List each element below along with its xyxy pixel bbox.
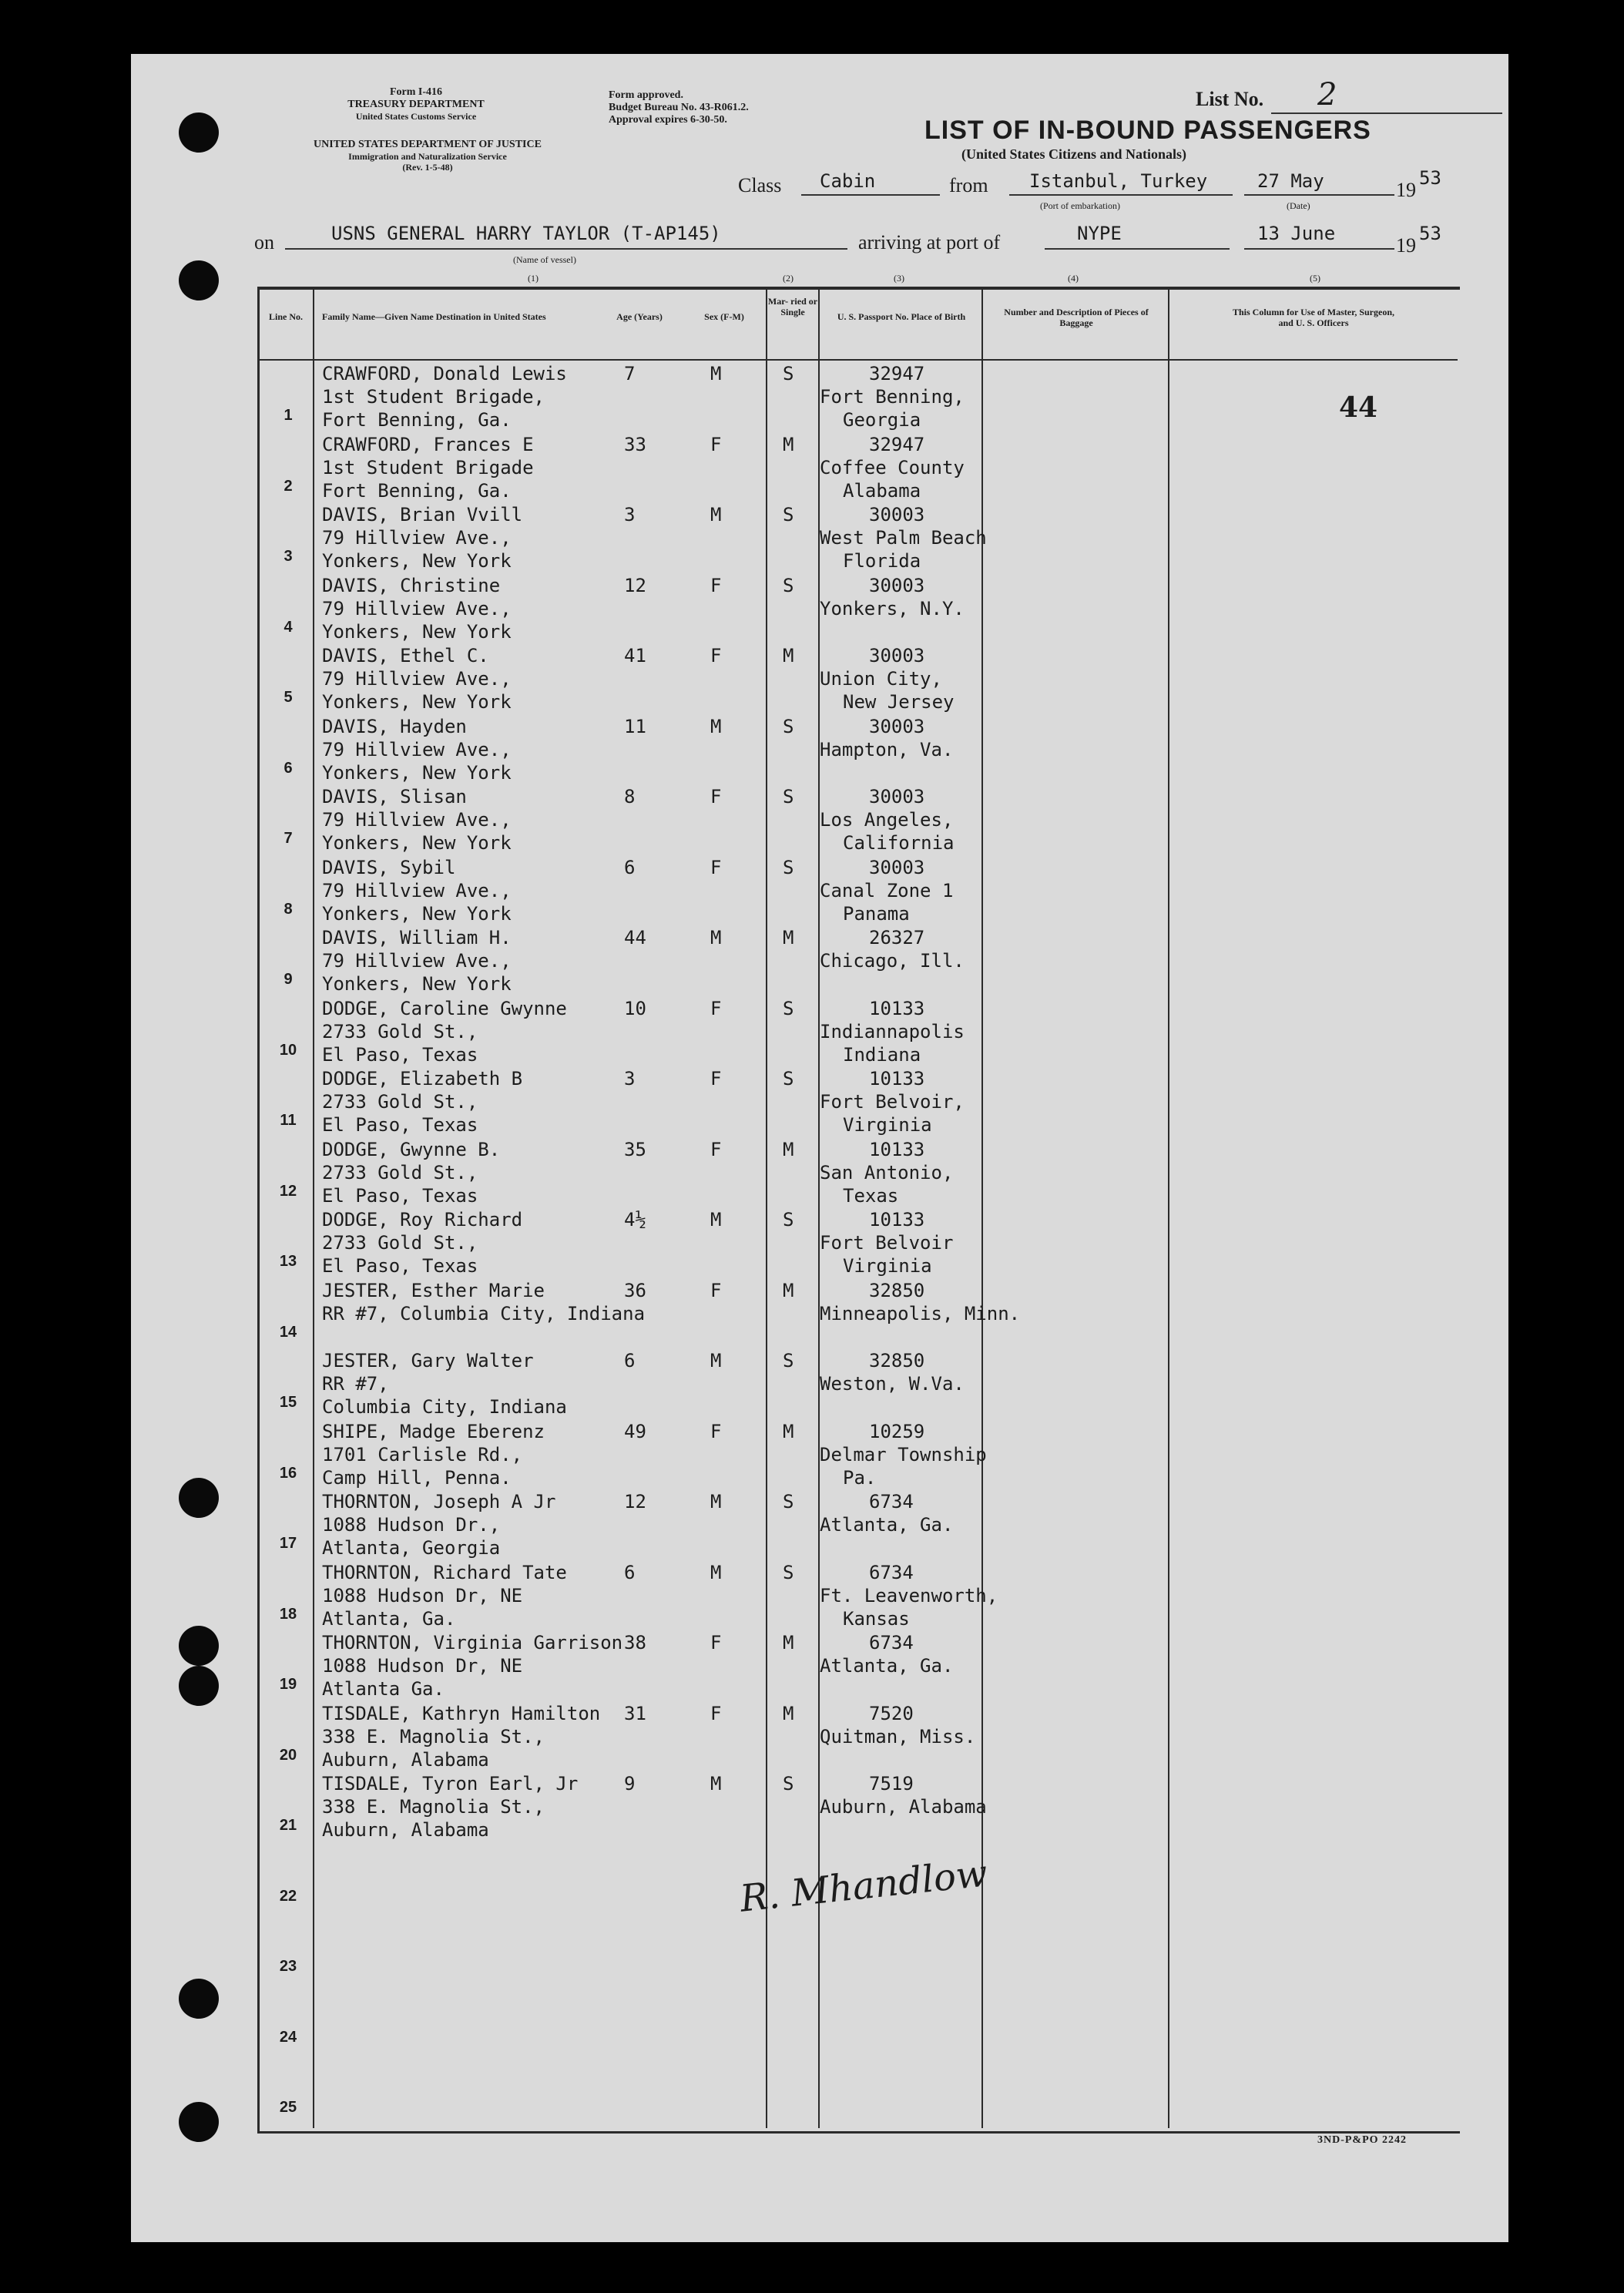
vessel-caption: (Name of vessel) xyxy=(513,254,576,265)
vessel-name: USNS GENERAL HARRY TAYLOR (T-AP145) xyxy=(331,223,721,244)
destination-line: Atlanta, Ga. xyxy=(322,1607,456,1630)
approval-line: Form approved. xyxy=(609,89,683,101)
sex: F xyxy=(710,574,722,596)
dept-justice-sub: Immigration and Naturalization Service xyxy=(348,151,507,162)
list-no-value: 2 xyxy=(1317,77,1337,112)
passport-number: 10133 xyxy=(869,997,925,1019)
line-number: 19 xyxy=(279,1676,297,1693)
marital-status: S xyxy=(783,1561,794,1583)
passenger-name: DAVIS, Brian Vvill xyxy=(322,504,523,525)
birthplace-line: Hampton, Va. xyxy=(820,738,954,760)
form-header-justice xyxy=(254,139,601,173)
birthplace-line: Coffee County xyxy=(820,456,965,478)
passenger-name: DODGE, Elizabeth B xyxy=(322,1068,523,1089)
sex: M xyxy=(710,715,722,737)
table-header-rule xyxy=(257,359,1458,361)
age: 11 xyxy=(624,715,646,737)
passport-number: 32947 xyxy=(869,363,925,384)
passport-number: 10259 xyxy=(869,1420,925,1442)
destination-line: 2733 Gold St., xyxy=(322,1091,478,1113)
age: 3 xyxy=(624,1068,636,1089)
sex: F xyxy=(710,786,722,807)
form-header-left xyxy=(316,86,516,122)
marital-status: M xyxy=(783,433,794,455)
line-number: 17 xyxy=(279,1535,297,1552)
date-caption: (Date) xyxy=(1287,200,1310,211)
marital-status: S xyxy=(783,504,794,525)
line-number: 25 xyxy=(279,2099,297,2116)
binder-hole xyxy=(179,1478,219,1518)
col-num: (4) xyxy=(1068,273,1079,284)
marital-status: S xyxy=(783,1068,794,1089)
form-number: Form I-416 xyxy=(389,86,443,98)
passenger-name: THORNTON, Joseph A Jr xyxy=(322,1491,556,1512)
officer-note: 44 xyxy=(1339,391,1378,424)
passenger-name: JESTER, Esther Marie xyxy=(322,1279,545,1301)
passport-number: 10133 xyxy=(869,1138,925,1160)
line-number: 23 xyxy=(279,1958,297,1975)
line-number: 8 xyxy=(284,900,293,918)
destination-line: El Paso, Texas xyxy=(322,1184,478,1207)
destination-line: 79 Hillview Ave., xyxy=(322,597,512,619)
birthplace-line: Panama xyxy=(843,902,910,925)
birthplace-line: Canal Zone 1 xyxy=(820,879,954,901)
passport-number: 30003 xyxy=(869,786,925,807)
birthplace-line: Chicago, Ill. xyxy=(820,950,965,972)
sex: M xyxy=(710,1773,722,1794)
birthplace-line: Kansas xyxy=(843,1607,910,1630)
age: 44 xyxy=(624,927,646,948)
passenger-name: SHIPE, Madge Eberenz xyxy=(322,1420,545,1442)
birthplace-line: Union City, xyxy=(820,668,942,690)
passenger-name: CRAWFORD, Frances E xyxy=(322,433,534,455)
marital-status: M xyxy=(783,927,794,948)
line-number: 5 xyxy=(284,689,293,706)
passenger-name: DAVIS, Slisan xyxy=(322,786,467,807)
sex: M xyxy=(710,1491,722,1512)
arrival-date: 13 June xyxy=(1257,223,1336,244)
marital-status: S xyxy=(783,715,794,737)
marital-status: M xyxy=(783,1702,794,1724)
form-approval xyxy=(609,89,809,126)
dept-justice: UNITED STATES DEPARTMENT OF JUSTICE xyxy=(314,139,542,150)
destination-line: Yonkers, New York xyxy=(322,620,512,643)
passport-number: 32850 xyxy=(869,1279,925,1301)
class-value: Cabin xyxy=(820,170,876,192)
destination-line: Atlanta, Georgia xyxy=(322,1537,501,1559)
destination-line: 1088 Hudson Dr, NE xyxy=(322,1584,523,1606)
destination-line: 1088 Hudson Dr., xyxy=(322,1514,501,1536)
sex: F xyxy=(710,1632,722,1653)
destination-line: 338 E. Magnolia St., xyxy=(322,1725,545,1747)
age: 8 xyxy=(624,786,636,807)
passenger-name: DAVIS, Christine xyxy=(322,574,501,596)
passport-number: 10133 xyxy=(869,1068,925,1089)
birthplace-line: Virginia xyxy=(843,1114,932,1136)
age: 4½ xyxy=(624,1209,646,1230)
age: 35 xyxy=(624,1138,646,1160)
birthplace-line: Ft. Leavenworth, xyxy=(820,1584,998,1606)
from-label: from xyxy=(949,174,988,196)
line-number: 11 xyxy=(280,1112,297,1129)
embark-caption: (Port of embarkation) xyxy=(1040,200,1120,211)
age: 9 xyxy=(624,1773,636,1794)
departure-date: 27 May xyxy=(1257,170,1324,192)
approval-line: Approval expires 6-30-50. xyxy=(609,114,727,126)
destination-line: 2733 Gold St., xyxy=(322,1161,478,1183)
marital-status: M xyxy=(783,1138,794,1160)
birthplace-line: Quitman, Miss. xyxy=(820,1725,976,1747)
age: 6 xyxy=(624,856,636,878)
sex: F xyxy=(710,856,722,878)
destination-line: 1st Student Brigade, xyxy=(322,386,545,408)
line-number: 12 xyxy=(279,1182,297,1200)
birthplace-line: Atlanta, Ga. xyxy=(820,1514,954,1536)
passenger-name: DAVIS, William H. xyxy=(322,927,512,948)
sex: M xyxy=(710,1209,722,1230)
line-number: 2 xyxy=(284,477,293,495)
age: 33 xyxy=(624,433,646,455)
marital-status: S xyxy=(783,1491,794,1512)
arriving-label: arriving at port of xyxy=(858,231,1001,253)
header-passport: U. S. Passport No. Place of Birth xyxy=(837,311,966,322)
birthplace-line: Auburn, Alabama xyxy=(820,1796,987,1818)
destination-line: 79 Hillview Ave., xyxy=(322,809,512,831)
destination-line: 338 E. Magnolia St., xyxy=(322,1796,545,1818)
dept-treasury-sub: United States Customs Service xyxy=(355,111,477,122)
destination-line: El Paso, Texas xyxy=(322,1255,478,1277)
marital-status: S xyxy=(783,363,794,384)
sex: F xyxy=(710,433,722,455)
line-number: 18 xyxy=(279,1605,297,1623)
sex: F xyxy=(710,1702,722,1724)
destination-line: Yonkers, New York xyxy=(322,761,512,784)
line-number: 3 xyxy=(284,548,293,565)
line-number: 7 xyxy=(284,830,293,847)
passport-number: 30003 xyxy=(869,645,925,666)
line-number: 1 xyxy=(284,407,293,424)
birthplace-line: Los Angeles, xyxy=(820,809,954,831)
destination-line: 79 Hillview Ave., xyxy=(322,668,512,690)
passport-number: 32947 xyxy=(869,433,925,455)
on-label: on xyxy=(254,231,274,253)
passenger-name: DODGE, Roy Richard xyxy=(322,1209,523,1230)
sex: F xyxy=(710,997,722,1019)
line-number: 22 xyxy=(279,1887,297,1905)
age: 36 xyxy=(624,1279,646,1301)
from-value: Istanbul, Turkey xyxy=(1029,170,1208,192)
destination-line: Camp Hill, Penna. xyxy=(322,1466,512,1489)
age: 49 xyxy=(624,1420,646,1442)
marital-status: S xyxy=(783,1209,794,1230)
passenger-name: TISDALE, Kathryn Hamilton xyxy=(322,1702,601,1724)
binder-hole xyxy=(179,1666,219,1706)
destination-line: 1088 Hudson Dr, NE xyxy=(322,1655,523,1677)
passport-number: 6734 xyxy=(869,1561,914,1583)
passport-number: 7520 xyxy=(869,1702,914,1724)
passport-number: 30003 xyxy=(869,715,925,737)
col-num: (1) xyxy=(528,273,539,284)
destination-line: 1701 Carlisle Rd., xyxy=(322,1443,523,1465)
destination-line: El Paso, Texas xyxy=(322,1043,478,1066)
binder-hole xyxy=(179,1626,219,1666)
destination-line: 2733 Gold St., xyxy=(322,1020,478,1042)
passport-number: 32850 xyxy=(869,1350,925,1371)
birthplace-line: Minneapolis, Minn. xyxy=(820,1302,1021,1324)
line-number: 4 xyxy=(284,618,293,636)
line-number: 9 xyxy=(284,971,293,988)
marital-status: S xyxy=(783,574,794,596)
col-num: (5) xyxy=(1310,273,1320,284)
birthplace-line: California xyxy=(843,832,955,854)
marital-status: S xyxy=(783,786,794,807)
destination-line: Yonkers, New York xyxy=(322,902,512,925)
line-number: 21 xyxy=(279,1817,297,1834)
marital-status: S xyxy=(783,856,794,878)
birthplace-line: West Palm Beach xyxy=(820,527,987,549)
sex: M xyxy=(710,1561,722,1583)
age: 7 xyxy=(624,363,636,384)
revision: (Rev. 1-5-48) xyxy=(402,162,453,173)
officer-signature: R. Mhandlow xyxy=(737,1852,990,1921)
marital-status: S xyxy=(783,1773,794,1794)
sex: F xyxy=(710,1420,722,1442)
page-title: LIST OF IN-BOUND PASSENGERS xyxy=(924,116,1371,145)
marital-status: M xyxy=(783,1279,794,1301)
arrival-port: NYPE xyxy=(1077,223,1122,244)
age: 31 xyxy=(624,1702,646,1724)
col-num: (3) xyxy=(894,273,904,284)
line-number: 10 xyxy=(279,1041,297,1059)
header-age: Age (Years) xyxy=(616,311,663,322)
destination-line: 2733 Gold St., xyxy=(322,1232,478,1254)
passport-number: 30003 xyxy=(869,574,925,596)
destination-line: RR #7, xyxy=(322,1373,389,1395)
birthplace-line: Texas xyxy=(843,1184,899,1207)
birthplace-line: Pa. xyxy=(843,1466,877,1489)
line-number: 20 xyxy=(279,1746,297,1764)
birthplace-line: Atlanta, Ga. xyxy=(820,1655,954,1677)
list-no-label: List No. xyxy=(1196,88,1264,110)
birthplace-line: Alabama xyxy=(843,479,921,502)
destination-line: Yonkers, New York xyxy=(322,973,512,995)
age: 10 xyxy=(624,997,646,1019)
line-number: 13 xyxy=(279,1253,297,1270)
age: 12 xyxy=(624,1491,646,1512)
header-name: Family Name—Given Name Destination in United States xyxy=(322,311,546,322)
age: 41 xyxy=(624,645,646,666)
passenger-name: THORNTON, Virginia Garrison xyxy=(322,1632,623,1653)
birthplace-line: San Antonio, xyxy=(820,1161,954,1183)
destination-line: Yonkers, New York xyxy=(322,550,512,572)
approval-line: Budget Bureau No. 43-R061.2. xyxy=(609,102,749,113)
passenger-name: DAVIS, Hayden xyxy=(322,715,467,737)
marital-status: S xyxy=(783,1350,794,1371)
destination-line: 1st Student Brigade xyxy=(322,456,534,478)
line-number: 6 xyxy=(284,759,293,777)
binder-hole xyxy=(179,260,219,300)
footer-code: 3ND-P&PO 2242 xyxy=(1317,2134,1408,2146)
destination-line: Columbia City, Indiana xyxy=(322,1396,567,1418)
destination-line: Auburn, Alabama xyxy=(322,1748,489,1771)
sex: F xyxy=(710,1068,722,1089)
destination-line: 79 Hillview Ave., xyxy=(322,950,512,972)
passport-number: 6734 xyxy=(869,1632,914,1653)
sex: M xyxy=(710,504,722,525)
birthplace-line: Virginia xyxy=(843,1255,932,1277)
birthplace-line: New Jersey xyxy=(843,691,955,713)
birthplace-line: Yonkers, N.Y. xyxy=(820,597,965,619)
marital-status: M xyxy=(783,1420,794,1442)
birthplace-line: Indiana xyxy=(843,1043,921,1066)
header-officers: This Column for Use of Master, Surgeon, and U. S. Officers xyxy=(1233,307,1395,328)
page-subtitle: (United States Citizens and Nationals) xyxy=(961,146,1187,162)
line-number: 14 xyxy=(279,1323,297,1341)
destination-line: Fort Benning, Ga. xyxy=(322,479,512,502)
passenger-name: DODGE, Caroline Gwynne xyxy=(322,997,567,1019)
marital-status: M xyxy=(783,1632,794,1653)
header-sex: Sex (F-M) xyxy=(704,311,744,322)
birthplace-line: Fort Belvoir xyxy=(820,1232,954,1254)
passport-number: 7519 xyxy=(869,1773,914,1794)
sex: F xyxy=(710,645,722,666)
header-baggage: Number and Description of Pieces of Baggage xyxy=(1004,307,1149,328)
class-label: Class xyxy=(738,174,782,196)
destination-line: Yonkers, New York xyxy=(322,832,512,854)
birthplace-line: Fort Benning, xyxy=(820,386,965,408)
passenger-name: JESTER, Gary Walter xyxy=(322,1350,534,1371)
destination-line: Auburn, Alabama xyxy=(322,1819,489,1841)
destination-line: El Paso, Texas xyxy=(322,1114,478,1136)
birthplace-line: Indiannapolis xyxy=(820,1020,965,1042)
passport-number: 6734 xyxy=(869,1491,914,1512)
passport-number: 30003 xyxy=(869,856,925,878)
header-line-no: Line No. xyxy=(268,311,303,322)
sex: M xyxy=(710,363,722,384)
line-number: 15 xyxy=(279,1394,297,1411)
birthplace-line: Weston, W.Va. xyxy=(820,1373,965,1395)
destination-line: RR #7, Columbia City, Indiana xyxy=(322,1302,646,1324)
binder-hole xyxy=(179,1979,219,2019)
age: 6 xyxy=(624,1561,636,1583)
passport-number: 10133 xyxy=(869,1209,925,1230)
line-number: 16 xyxy=(279,1464,297,1482)
binder-hole xyxy=(179,112,219,153)
sex: F xyxy=(710,1279,722,1301)
birthplace-line: Georgia xyxy=(843,409,921,431)
age: 38 xyxy=(624,1632,646,1653)
passport-number: 26327 xyxy=(869,927,925,948)
destination-line: 79 Hillview Ave., xyxy=(322,738,512,760)
arrival-year-suffix: 53 xyxy=(1419,223,1441,244)
birthplace-line: Fort Belvoir, xyxy=(820,1091,965,1113)
sex: M xyxy=(710,927,722,948)
birthplace-line: Delmar Township xyxy=(820,1443,987,1465)
destination-line: Fort Benning, Ga. xyxy=(322,409,512,431)
destination-line: 79 Hillview Ave., xyxy=(322,879,512,901)
sex: M xyxy=(710,1350,722,1371)
destination-line: Atlanta Ga. xyxy=(322,1678,445,1700)
passenger-name: CRAWFORD, Donald Lewis xyxy=(322,363,567,384)
passport-number: 30003 xyxy=(869,504,925,525)
year-prefix: 19 xyxy=(1396,179,1416,201)
passenger-name: DODGE, Gwynne B. xyxy=(322,1138,501,1160)
dept-treasury: TREASURY DEPARTMENT xyxy=(347,99,485,110)
age: 6 xyxy=(624,1350,636,1371)
destination-line: Yonkers, New York xyxy=(322,691,512,713)
header-married: Mar- ried or Single xyxy=(767,296,818,317)
passenger-name: DAVIS, Ethel C. xyxy=(322,645,489,666)
marital-status: M xyxy=(783,645,794,666)
marital-status: S xyxy=(783,997,794,1019)
age: 12 xyxy=(624,574,646,596)
passenger-name: THORNTON, Richard Tate xyxy=(322,1561,567,1583)
passenger-name: DAVIS, Sybil xyxy=(322,856,456,878)
sex: F xyxy=(710,1138,722,1160)
line-number: 24 xyxy=(279,2028,297,2046)
passenger-name: TISDALE, Tyron Earl, Jr xyxy=(322,1773,579,1794)
col-num: (2) xyxy=(783,273,794,284)
birthplace-line: Florida xyxy=(843,550,921,572)
destination-line: 79 Hillview Ave., xyxy=(322,527,512,549)
binder-hole xyxy=(179,2102,219,2142)
arrival-year-prefix: 19 xyxy=(1396,234,1416,257)
year-suffix: 53 xyxy=(1419,167,1441,189)
age: 3 xyxy=(624,504,636,525)
